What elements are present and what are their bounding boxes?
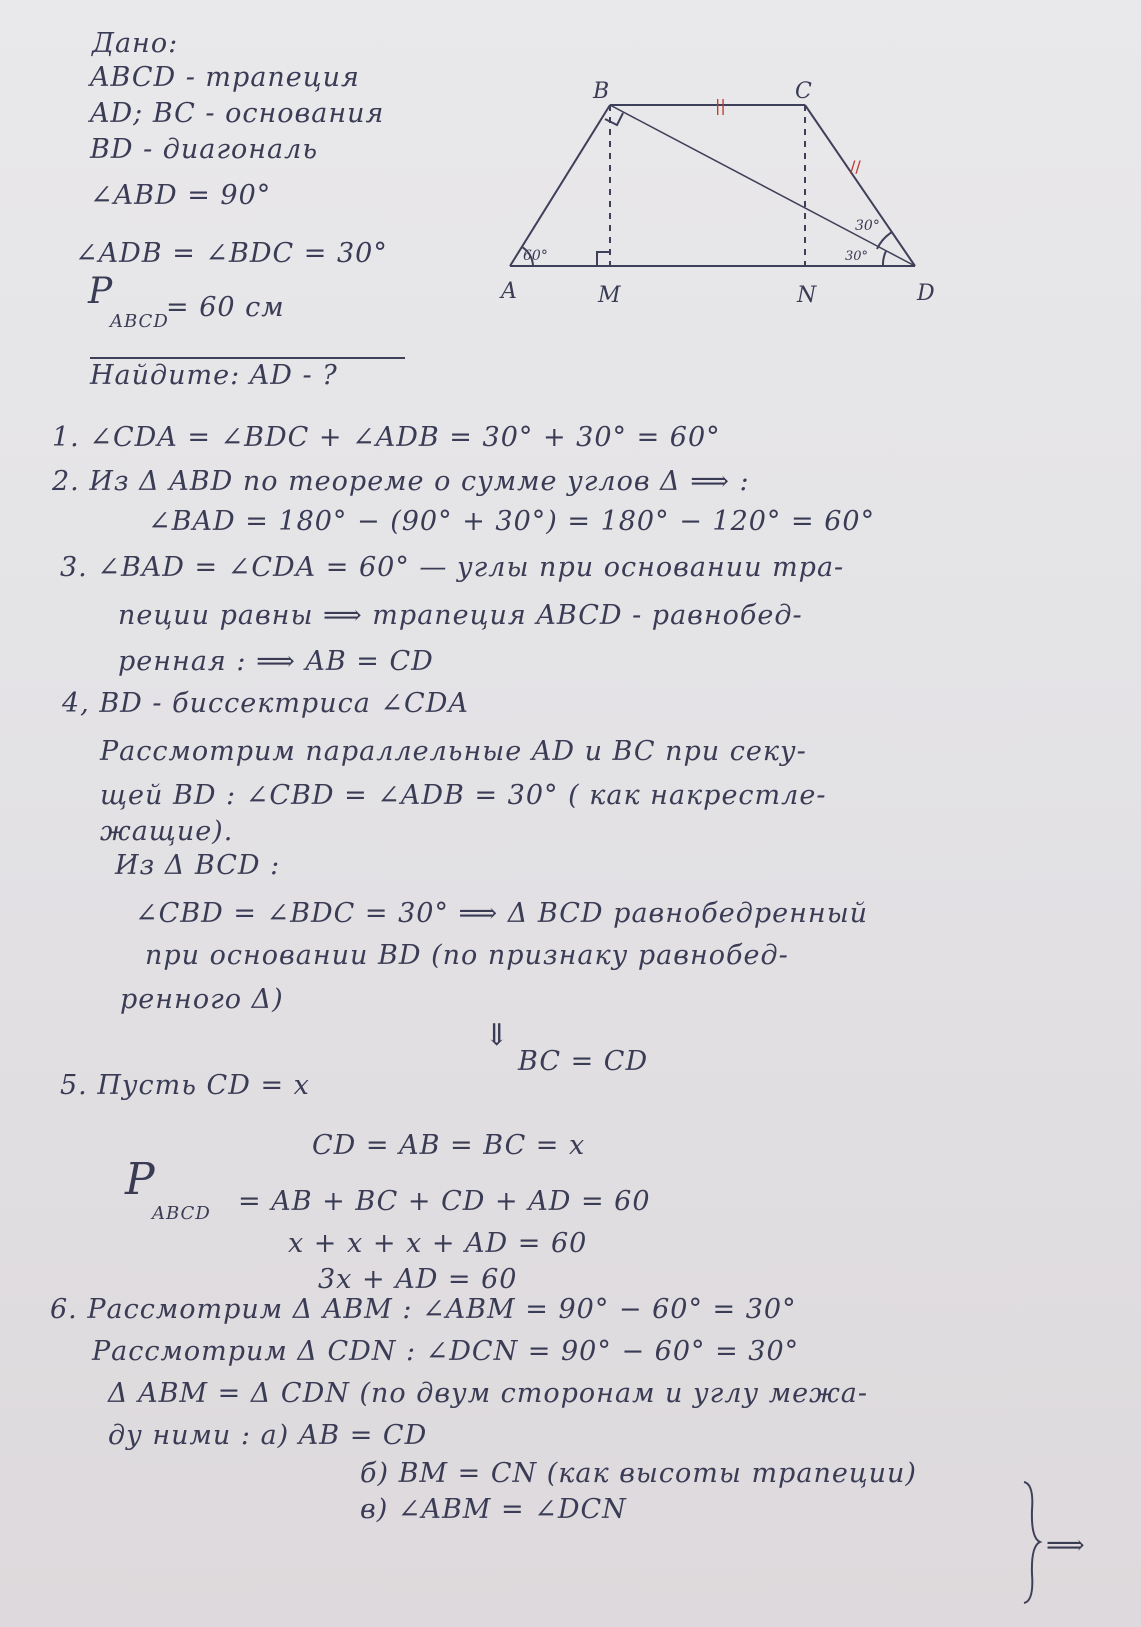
step-3-line-2: пеции равны ⟹ трапеция ABCD - равнобед-: [118, 600, 803, 631]
find-line: Найдите: AD - ?: [90, 360, 338, 391]
step-4: 4, BD - биссектриса ∠CDA: [62, 688, 469, 719]
given-header: Дано:: [92, 28, 179, 59]
step-1: 1. ∠CDA = ∠BDC + ∠ADB = 30° + 30° = 60°: [52, 422, 721, 453]
given-separator: [90, 357, 405, 359]
given-line-5: ∠ADB = ∠BDC = 30°: [75, 238, 388, 269]
right-angle-mark-b: [605, 113, 623, 125]
side-cd: [805, 105, 915, 266]
angle-label-d-upper: 30°: [855, 218, 880, 234]
step-5-line-3: = AB + BC + CD + AD = 60: [238, 1186, 651, 1217]
equal-mark-bc: ||: [715, 96, 726, 115]
step-3: 3. ∠BAD = ∠CDA = 60° — углы при основании тра-: [60, 552, 845, 583]
trapezoid-figure: [501, 79, 975, 320]
step-6-line-6: в) ∠ABM = ∠DCN: [360, 1494, 627, 1525]
step-4-line-6: ∠CBD = ∠BDC = 30° ⟹ Δ BCD равнобедренный: [135, 898, 869, 929]
perimeter-subscript: ABCD: [110, 311, 169, 332]
step-3-line-3: ренная : ⟹ AB = CD: [118, 646, 434, 677]
angle-arc-d-upper: [877, 232, 892, 249]
step-4-line-2: Рассмотрим параллельные AD и BC при секу-: [100, 736, 807, 767]
vertex-n: N: [797, 283, 817, 308]
angle-arc-d-lower: [883, 251, 886, 266]
right-brace: [1022, 1480, 1042, 1605]
step-4-line-7: при основании BD (по признаку равнобед-: [145, 940, 789, 971]
given-line-4: ∠ABD = 90°: [90, 180, 272, 211]
final-implication-arrow: ⟹: [1046, 1530, 1086, 1561]
step-5: 5. Пусть CD = x: [60, 1070, 310, 1101]
side-ab: [510, 105, 610, 266]
right-angle-mark-m: [597, 252, 610, 266]
perimeter-p: P: [125, 1154, 156, 1205]
step-4-line-4: жащие).: [100, 816, 234, 847]
perimeter-symbol: P: [88, 271, 114, 312]
angle-label-d-lower: 30°: [845, 249, 869, 264]
vertex-d: D: [917, 281, 935, 306]
step-2-line-2: ∠BAD = 180° − (90° + 30°) = 180° − 120° = 60°: [148, 506, 876, 537]
step-5-line-4: x + x + x + AD = 60: [288, 1228, 588, 1259]
given-line-3: BD - диагональ: [90, 134, 319, 165]
perimeter-value: = 60 см: [166, 292, 285, 323]
vertex-c: C: [795, 79, 812, 104]
vertex-b: B: [593, 79, 610, 104]
step-4-line-8: ренного Δ): [120, 984, 284, 1015]
step-6-line-4: ду ними : а) AB = CD: [108, 1420, 428, 1451]
step-4-conclusion: BC = CD: [518, 1046, 649, 1077]
step-6: 6. Рассмотрим Δ ABM : ∠ABM = 90° − 60° = 30°: [50, 1294, 797, 1325]
step-4-line-3: щей BD : ∠CBD = ∠ADB = 30° ( как накрестле-: [100, 780, 827, 811]
given-line-2: AD; BC - основания: [90, 98, 385, 129]
step-5-line-2: CD = AB = BC = x: [312, 1130, 586, 1161]
equal-mark-cd: //: [850, 157, 861, 176]
step-6-line-3: Δ ABM = Δ CDN (по двум сторонам и углу межа-: [108, 1378, 869, 1409]
vertex-a: A: [501, 279, 517, 304]
given-line-1: ABCD - трапеция: [90, 62, 360, 93]
angle-label-a: 60°: [523, 248, 548, 264]
step-2: 2. Из Δ ABD по теореме о сумме углов Δ ⟹ :: [52, 466, 750, 497]
step-6-line-5: б) BM = CN (как высоты трапеции): [360, 1458, 917, 1489]
step-4-line-5: Из Δ BCD :: [115, 850, 281, 881]
diagonal-bd: [610, 105, 915, 266]
step-5-line-5: 3x + AD = 60: [318, 1264, 518, 1295]
perimeter-p-subscript: ABCD: [152, 1203, 211, 1224]
vertex-m: M: [598, 283, 621, 308]
step-6-line-2: Рассмотрим Δ CDN : ∠DCN = 90° − 60° = 30°: [92, 1336, 800, 1367]
down-implication-arrow: ⇓: [484, 1018, 511, 1053]
